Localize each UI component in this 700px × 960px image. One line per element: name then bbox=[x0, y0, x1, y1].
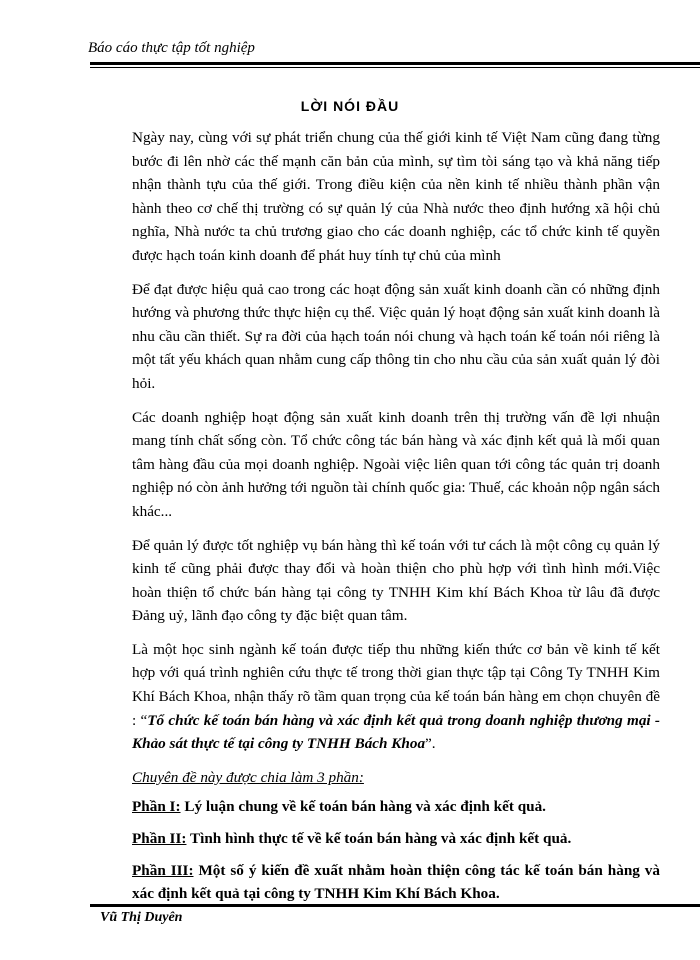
structure-intro: Chuyên đề này được chia làm 3 phần: bbox=[132, 768, 364, 786]
paragraph: Ngày nay, cùng với sự phát triển chung của thế giới kinh tế Việt Nam cũng đang từng bước đi lên nhờ các thế mạnh căn bản của mình, sự tìm tòi sáng tạo và khả năng tiếp nhận thành tựu của thế giới. Trong điều kiện của nền kinh tế nhiều thành phần vận hành theo cơ chế thị trường có sự quản lý của Nhà nước theo định hướng xã hội chủ nghĩa, Nhà nước ta chủ trương giao cho các doanh nghiệp, các tổ chức kinh tế quyền được hạch toán kinh doanh để phát huy tính tự chủ của mình bbox=[132, 129, 660, 264]
topic-title: Tổ chức kế toán bán hàng và xác định kết quả trong doanh nghiệp thương mại - Khảo sát thực tế tại công ty TNHH Bách Khoa bbox=[132, 711, 660, 753]
body-text bbox=[132, 126, 660, 914]
paragraph: Các doanh nghiệp hoạt động sản xuất kinh doanh trên thị trường vấn đề lợi nhuận mang tính chất sống còn. Tổ chức công tác bán hàng và xác định kết quả là mối quan tâm hàng đầu của mọi doanh nghiệp. Ngoài việc liên quan tới công tác quản trị doanh nghiệp nó còn ảnh hưởng tới nguồn tài chính quốc gia: Thuế, các khoản nộp ngân sách khác... bbox=[132, 408, 660, 520]
part-label: Phần I: bbox=[132, 798, 181, 816]
header-rule bbox=[90, 62, 700, 65]
part-label: Phần II: bbox=[132, 830, 187, 848]
page-title: LỜI NÓI ĐẦU bbox=[300, 98, 400, 114]
part-text: Một số ý kiến đề xuất nhằm hoàn thiện công tác kế toán bán hàng và xác định kết quả tại công ty TNHH Kim Khí Bách Khoa. bbox=[132, 861, 660, 903]
part-text: Tình hình thực tế về kế toán bán hàng và xác định kết quả. bbox=[189, 830, 572, 848]
header-rule-thin bbox=[90, 67, 700, 68]
intro-end: ”. bbox=[425, 735, 436, 753]
part-item bbox=[132, 827, 660, 851]
part-item bbox=[132, 795, 660, 819]
part-label: Phần III: bbox=[132, 861, 194, 879]
paragraph-topic bbox=[132, 638, 660, 756]
part-text: Lý luận chung về kế toán bán hàng và xác định kết quả. bbox=[184, 798, 546, 816]
author-footer: Vũ Thị Duyên bbox=[100, 910, 183, 925]
paragraph: Để đạt được hiệu quả cao trong các hoạt động sản xuất kinh doanh cần có những định hướng và phương thức thực hiện cụ thể. Việc quản lý hoạt động sản xuất kinh doanh là nhu cầu cần thiết. Sự ra đời của hạch toán nói chung và hạch toán kế toán nói riêng là một tất yếu khách quan nhằm cung cấp thông tin cho nhu cầu của sản xuất quản lý đòi hỏi. bbox=[132, 280, 660, 392]
part-item bbox=[132, 859, 660, 906]
page-header: Báo cáo thực tập tốt nghiệp bbox=[88, 40, 255, 56]
paragraph: Để quản lý được tốt nghiệp vụ bán hàng thì kế toán với tư cách là một công cụ quản lý kinh tế cũng phải được thay đổi và hoàn thiện cho phù hợp với tình hình mới.Việc hoàn thiện tổ chức bán hàng tại công ty TNHH Kim khí Bách Khoa từ lâu đã được Đảng uỷ, lãnh đạo công ty đặc biệt quan tâm. bbox=[132, 536, 660, 625]
intro-text: Là một học sinh ngành kế toán được tiếp thu những kiến thức cơ bản về kinh tế kết hợp với quá trình nghiên cứu thực tế trong thời gian thực tập tại Công Ty TNHH Kim Khí Bách Khoa, nhận thấy rõ tầm quan trọng của kế toán bán hàng em chọn chuyên đề : “ bbox=[132, 640, 660, 729]
footer-rule bbox=[90, 904, 700, 907]
